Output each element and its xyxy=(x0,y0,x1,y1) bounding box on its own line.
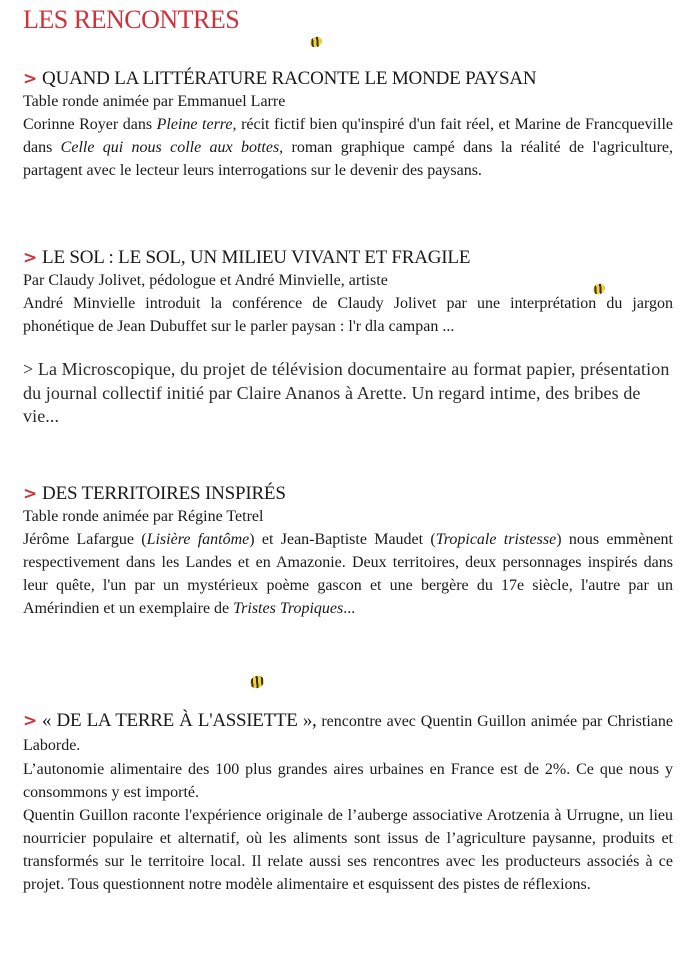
section-body xyxy=(23,113,673,182)
book-title: Tropicale tristesse xyxy=(435,531,557,548)
arrow-icon: > xyxy=(23,248,38,268)
heading-text: DES TERRITOIRES INSPIRÉS xyxy=(42,483,286,504)
book-title: Tristes Tropiques xyxy=(233,600,344,617)
section-sol xyxy=(23,246,673,429)
page-title: LES RENCONTRES xyxy=(23,5,240,34)
body-text: Corinne Royer dans xyxy=(23,116,157,133)
body-text: ) et Jean-Baptiste Maudet ( xyxy=(249,531,436,548)
book-title: Pleine terre, xyxy=(156,116,237,133)
heading-text: « DE LA TERRE À L'ASSIETTE », xyxy=(42,710,317,731)
heading-rest: rencontre avec Quentin Guillon animée par Christiane Laborde. xyxy=(23,713,673,754)
book-title: Lisière fantôme xyxy=(146,531,250,548)
section-body: L’autonomie alimentaire des 100 plus grandes aires urbaines en France est de 2%. Ce que nous y consommons y est importé. xyxy=(23,761,673,801)
section-body: Quentin Guillon raconte l'expérience originale de l’auberge associative Arotzenia à Urrugne, un lieu nourricier populaire et alternatif, où les aliments sont issus de l’agriculture paysanne, produits et transformés sur le territoire local. Il relate aussi ses rencontres avec les producteurs associés à ce projet. Tous questionnent notre modèle alimentaire et esquissent des pistes de réflexions. xyxy=(23,807,673,893)
section-subtitle: Table ronde animée par Régine Tetrel xyxy=(23,508,264,525)
section-litterature xyxy=(23,67,673,182)
heading-text: QUAND LA LITTÉRATURE RACONTE LE MONDE PAYSAN xyxy=(42,68,537,89)
section-subtitle: Table ronde animée par Emmanuel Larre xyxy=(23,93,286,110)
section-body: André Minvielle introduit la conférence de Claudy Jolivet par une interprétation du jargon phonétique de Jean Dubuffet sur le parler paysan : l'r dla campan ... xyxy=(23,295,673,335)
section-assiette xyxy=(23,709,673,896)
section-extra: > La Microscopique, du projet de télévision documentaire au format papier, présentation du journal collectif initié par Claire Ananos à Arette. Un regard intime, des bribes de vie... xyxy=(23,359,670,426)
section-heading xyxy=(23,709,673,758)
section-heading xyxy=(23,67,673,91)
body-text: ) nous emmènent respectivement dans les Landes et en Amazonie. Deux territoires, deux personnages inspirés dans leur quête, l'un par un mystérieux poème gascon et une bergère du 17e siècle, l'autre par un Amérindien et un exemplaire de xyxy=(23,531,674,617)
body-text: ... xyxy=(343,600,356,617)
section-body xyxy=(23,528,673,620)
section-heading xyxy=(23,246,673,270)
book-title: Celle qui nous colle aux bottes, xyxy=(60,139,284,156)
bee-icon xyxy=(308,35,323,50)
heading-text: LE SOL : LE SOL, UN MILIEU VIVANT ET FRAGILE xyxy=(42,247,471,268)
body-text: récit fictif bien qu'inspiré d'un fait réel, et Marine de Francqueville dans xyxy=(23,116,673,156)
arrow-icon: > xyxy=(23,69,38,89)
section-subtitle: Par Claudy Jolivet, pédologue et André Minvielle, artiste xyxy=(23,272,388,289)
body-text: Jérôme Lafargue ( xyxy=(23,531,147,548)
arrow-icon: > xyxy=(23,484,38,504)
section-territoires xyxy=(23,482,673,620)
arrow-icon: > xyxy=(23,711,38,731)
bee-icon xyxy=(248,673,266,690)
section-heading xyxy=(23,482,673,506)
body-text: roman graphique campé dans la réalité de l'agriculture, partagent avec le lecteur leurs interrogations sur le devenir des paysans. xyxy=(23,139,674,179)
